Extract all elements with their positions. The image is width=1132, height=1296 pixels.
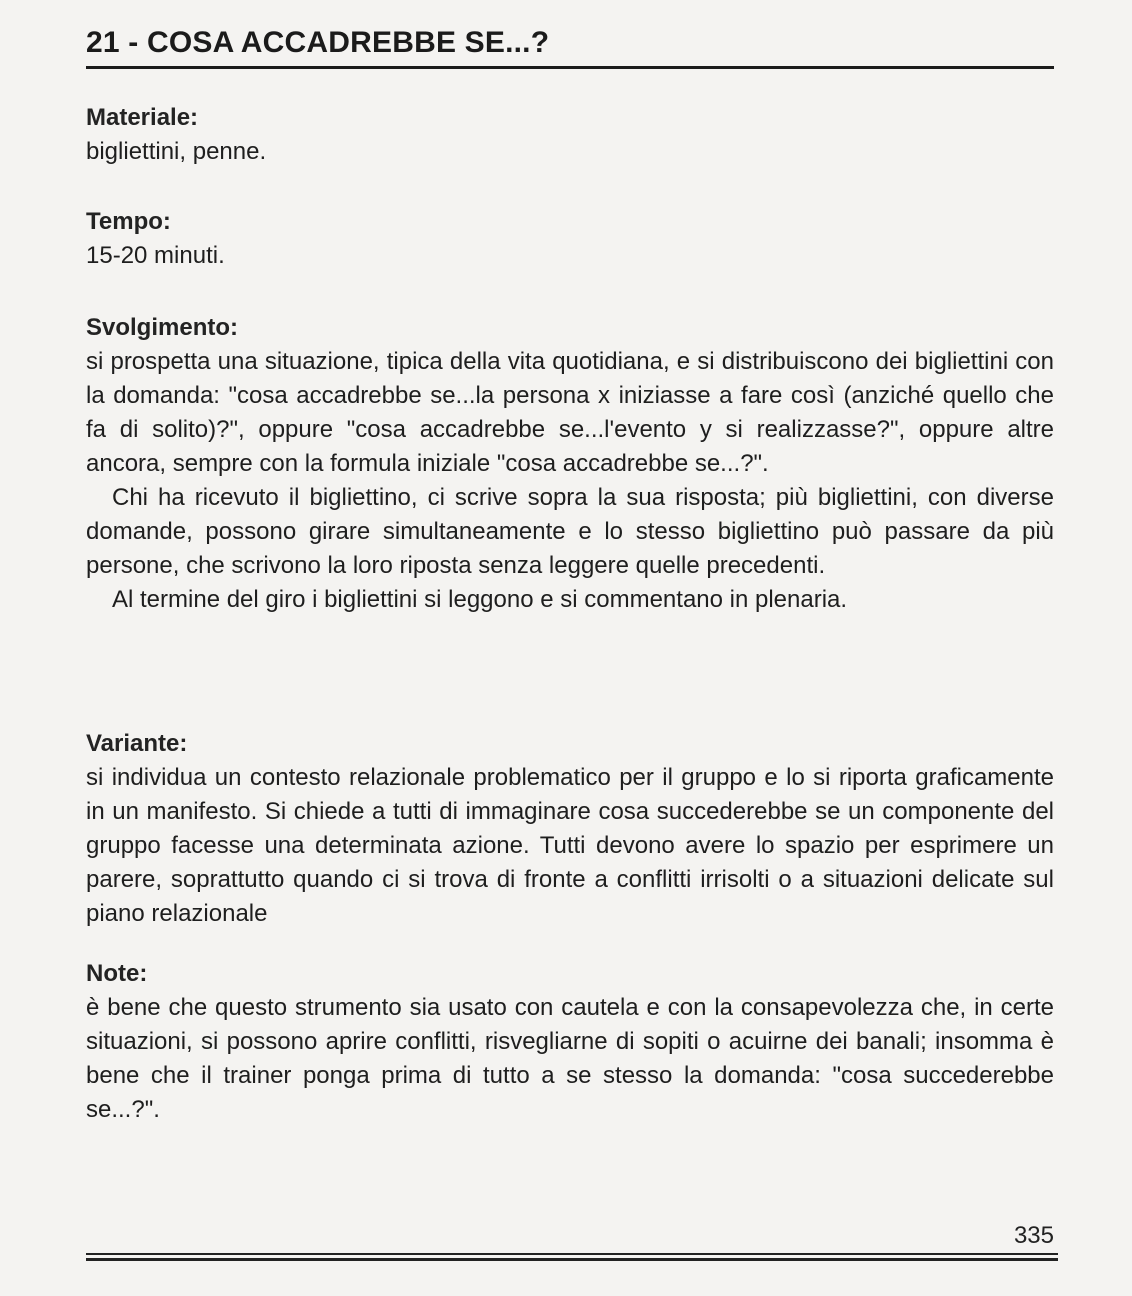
variante-text [86,761,1054,931]
svolgimento-text [86,345,1054,617]
footer-rule-thin [86,1253,1058,1255]
tempo-paragraph: 15-20 minuti. [86,242,225,269]
variante-paragraph: si individua un contesto relazionale problematico per il gruppo e lo si riporta graficamente in un manifesto. Si chiede a tutti di immaginare cosa succederebbe se un componente del gruppo facesse una determinata azione. Tutti devono avere lo spazio per esprimere un parere, soprattutto quando ci si trova di fronte a conflitti irrisolti o a situazioni delicate sul piano relazionale [86,764,1054,927]
materiale-heading: Materiale: [86,104,199,131]
section-svolgimento [86,311,1054,617]
section-variante [86,727,1054,931]
section-materiale [86,101,1054,169]
materiale-paragraph: bigliettini, penne. [86,138,267,165]
svolgimento-heading: Svolgimento: [86,314,239,341]
note-heading: Note: [86,960,148,987]
materiale-text [86,135,1054,169]
variante-heading: Variante: [86,730,188,757]
page-title: 21 - COSA ACCADREBBE SE...? [86,26,550,59]
title-underline [86,66,1054,69]
tempo-heading: Tempo: [86,208,171,235]
section-tempo [86,205,1054,273]
note-text [86,991,1054,1127]
svolgimento-paragraph-1: si prospetta una situazione, tipica della vita quotidiana, e si distribuiscono dei bigliettini con la domanda: "cosa accadrebbe se...la persona x iniziasse a fare così (anziché quello che fa di solito)?", oppure "cosa accadrebbe se...l'evento y si realizzasse?", oppure altre ancora, sempre con la formula iniziale "cosa accadrebbe se...?". [86,348,1054,477]
footer-rule-thick [86,1258,1058,1261]
svolgimento-paragraph-2: Chi ha ricevuto il bigliettino, ci scrive sopra la sua risposta; più bigliettini, con diverse domande, possono girare simultaneamente e lo stesso bigliettino può passare da più persone, che scrivono la loro riposta senza leggere quelle precedenti. [86,484,1054,579]
svolgimento-paragraph-3: Al termine del giro i bigliettini si leggono e si commentano in plenaria. [112,586,848,613]
tempo-text [86,239,1054,273]
section-note [86,957,1054,1127]
page-number: 335 [1013,1222,1054,1249]
note-paragraph: è bene che questo strumento sia usato con cautela e con la consapevolezza che, in certe situazioni, si possono aprire conflitti, risvegliarne di sopiti o acuirne dei banali; insomma è bene che il trainer ponga prima di tutto a se stesso la domanda: "cosa succederebbe se...?". [86,994,1054,1123]
